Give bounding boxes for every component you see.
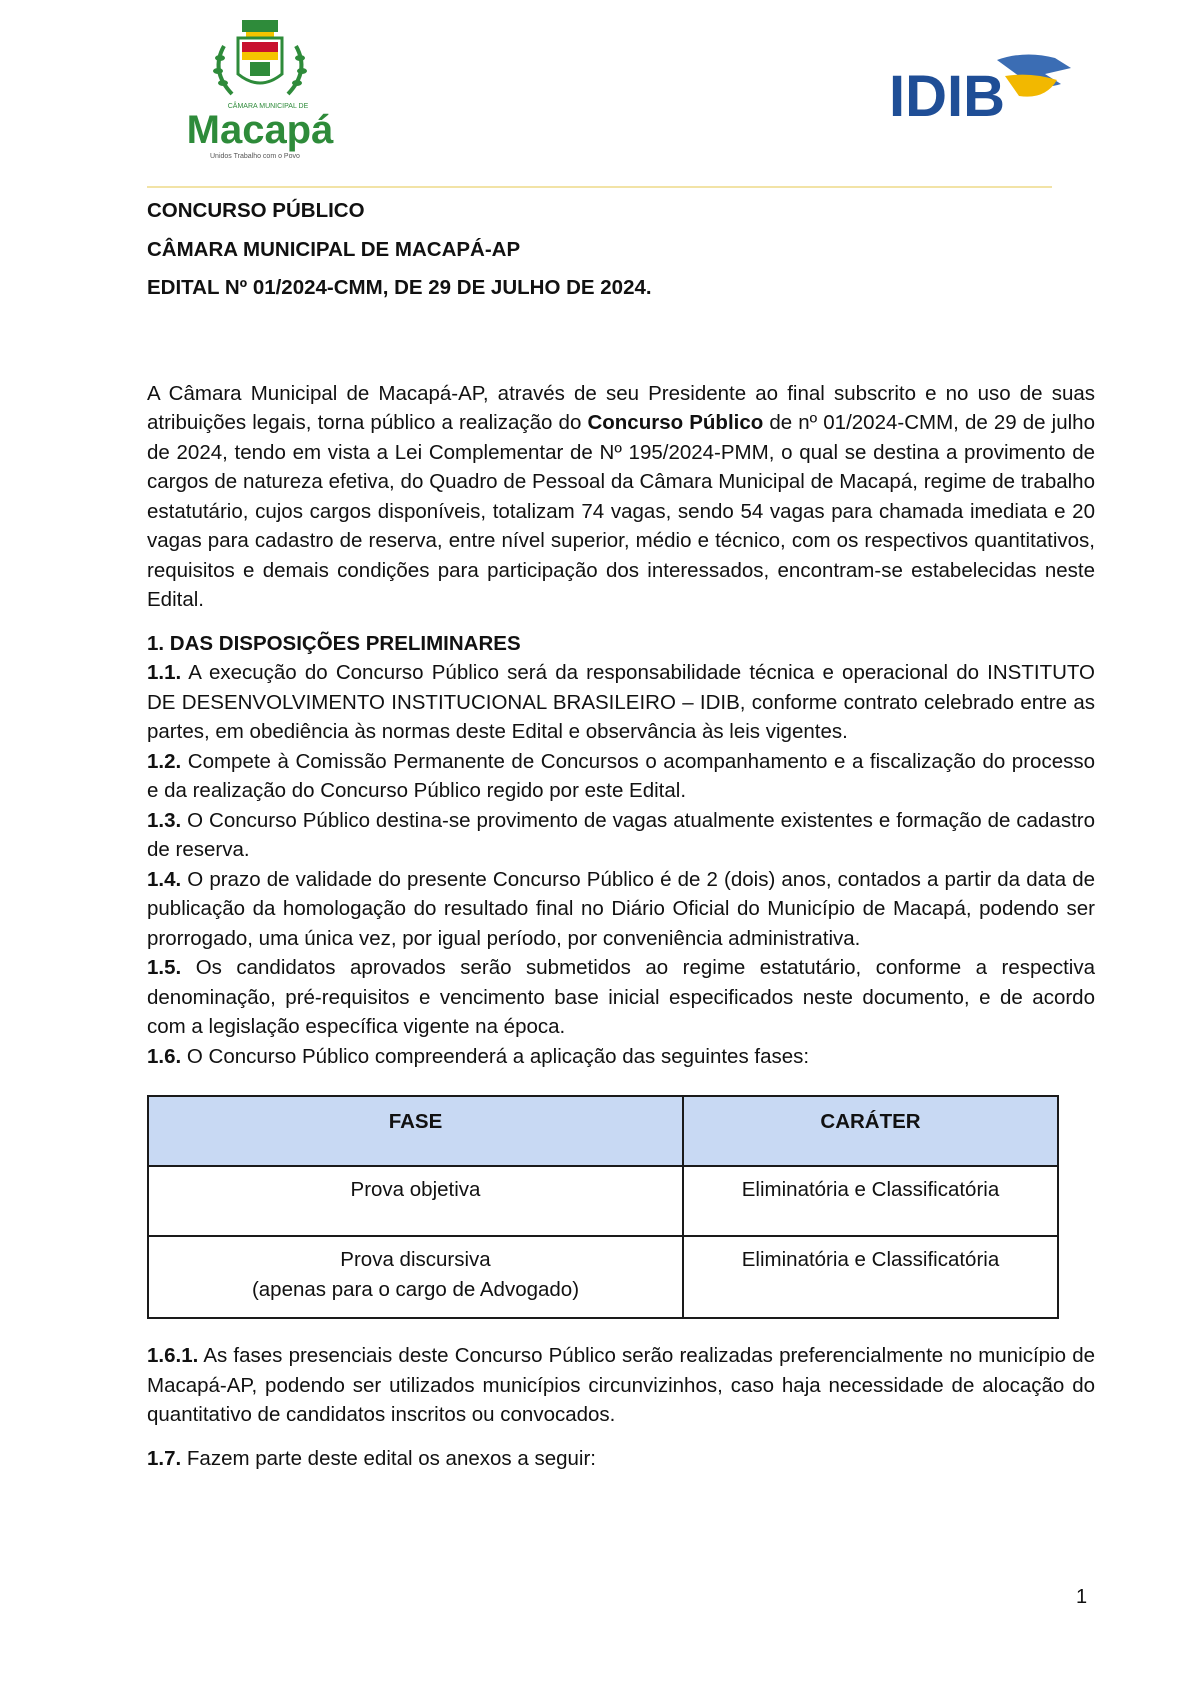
item-text: Compete à Comissão Permanente de Concursos o acompanhamento e a fiscalização do processo e da realização do Concurso Público regido por este Edital.	[147, 749, 1095, 802]
fase-name: Prova objetiva	[350, 1178, 481, 1201]
cell-fase	[148, 1236, 683, 1318]
camara-macapa-logo	[180, 16, 340, 166]
header-fase: FASE	[148, 1096, 683, 1166]
table-row	[148, 1166, 1058, 1236]
title-line-2: CÂMARA MUNICIPAL DE MACAPÁ-AP	[147, 237, 521, 261]
item-1-5	[147, 953, 1095, 1042]
intro-bold-term: Concurso Público	[587, 411, 764, 434]
item-text: As fases presenciais deste Concurso Público serão realizadas preferencialmente no município de Macapá-AP, podendo ser utilizados municípios circunvizinhos, caso haja necessidade de alocação do quantitativo de candidatos inscritos ou convocados.	[147, 1344, 1095, 1426]
item-number: 1.4.	[147, 867, 182, 891]
fase-note: (apenas para o cargo de Advogado)	[251, 1277, 580, 1301]
item-text: O Concurso Público compreenderá a aplicação das seguintes fases:	[181, 1044, 810, 1068]
item-1-1	[147, 658, 1095, 747]
svg-text:CÂMARA MUNICIPAL DE: CÂMARA MUNICIPAL DE	[227, 103, 309, 110]
idib-logo	[885, 50, 1075, 130]
item-number: 1.2.	[147, 749, 182, 773]
item-number: 1.6.1.	[147, 1344, 199, 1367]
svg-text:Unidos Trabalho com o Povo: Unidos Trabalho com o Povo	[210, 153, 300, 160]
page-number: 1	[1076, 1586, 1088, 1608]
table-row	[148, 1236, 1058, 1318]
item-text: A execução do Concurso Público será da responsabilidade técnica e operacional do INSTITUTO DE DESENVOLVIMENTO INSTITUCIONAL BRASILEIRO – IDIB, conforme contrato celebrado entre as partes, em obediência às normas deste Edital e observância às leis vigentes.	[147, 661, 1095, 743]
item-text: O Concurso Público destina-se provimento de vagas atualmente existentes e formação de cadastro de reserva.	[147, 808, 1095, 861]
item-1-6	[147, 1042, 1095, 1072]
svg-text:Macapá: Macapá	[186, 108, 334, 152]
header-divider	[147, 186, 1052, 188]
item-text: Fazem parte deste edital os anexos a seguir:	[181, 1446, 596, 1470]
fase-name: Prova discursiva	[340, 1248, 491, 1271]
item-number: 1.1.	[147, 661, 182, 684]
section-title: 1. DAS DISPOSIÇÕES PRELIMINARES	[147, 631, 521, 655]
item-1-3	[147, 806, 1095, 865]
item-1-7	[147, 1444, 1095, 1474]
item-text: O prazo de validade do presente Concurso Público é de 2 (dois) anos, contados a partir da data de publicação da homologação do resultado final no Diário Oficial do Município de Macapá, podendo ser prorrogado, uma única vez, por igual período, por conveniência administrativa.	[147, 867, 1095, 950]
intro-text-start: A Câmara Municipal de Macapá-AP, através de seu Presidente ao final subscrito e no uso de suas atribuições legais, torna público a realização do	[147, 381, 1095, 434]
phases-table	[147, 1095, 1059, 1319]
item-number: 1.5.	[147, 956, 182, 979]
svg-text:IDIB: IDIB	[889, 64, 1005, 129]
title-line-1: CONCURSO PÚBLICO	[147, 199, 365, 222]
table-header-row	[148, 1096, 1058, 1166]
item-number: 1.7.	[147, 1446, 182, 1470]
header-carater: CARÁTER	[683, 1096, 1058, 1166]
cell-fase	[148, 1166, 683, 1236]
cell-carater: Eliminatória e Classificatória	[683, 1166, 1058, 1236]
document-body	[147, 192, 1095, 1473]
intro-text-end: de nº 01/2024-CMM, de 29 de julho de 2024, tendo em vista a Lei Complementar de Nº 195/2024-PMM, o qual se destina a provimento de cargos de natureza efetiva, do Quadro de Pessoal da Câmara Municipal de Macapá, regime de trabalho estatutário, cujos cargos disponíveis, totalizam 74 vagas, sendo 54 vagas para chamada imediata e 20 vagas para cadastro de reserva, entre nível superior, médio e técnico, com os respectivos quantitativos, requisitos e demais condições para participação dos interessados, encontram-se estabelecidas neste Edital.	[147, 411, 1095, 611]
item-number: 1.3.	[147, 808, 182, 832]
item-1-2	[147, 747, 1095, 806]
title-line-3: EDITAL Nº 01/2024-CMM, DE 29 DE JULHO DE 2024.	[147, 276, 652, 299]
item-1-6-1	[147, 1341, 1095, 1430]
intro-paragraph	[147, 379, 1095, 615]
item-number: 1.6.	[147, 1044, 182, 1068]
item-text: Os candidatos aprovados serão submetidos ao regime estatutário, conforme a respectiva denominação, pré-requisitos e vencimento base inicial especificados neste documento, e de acordo com a legislação específica vigente na época.	[147, 956, 1095, 1038]
item-1-4	[147, 865, 1095, 954]
cell-carater: Eliminatória e Classificatória	[683, 1236, 1058, 1318]
